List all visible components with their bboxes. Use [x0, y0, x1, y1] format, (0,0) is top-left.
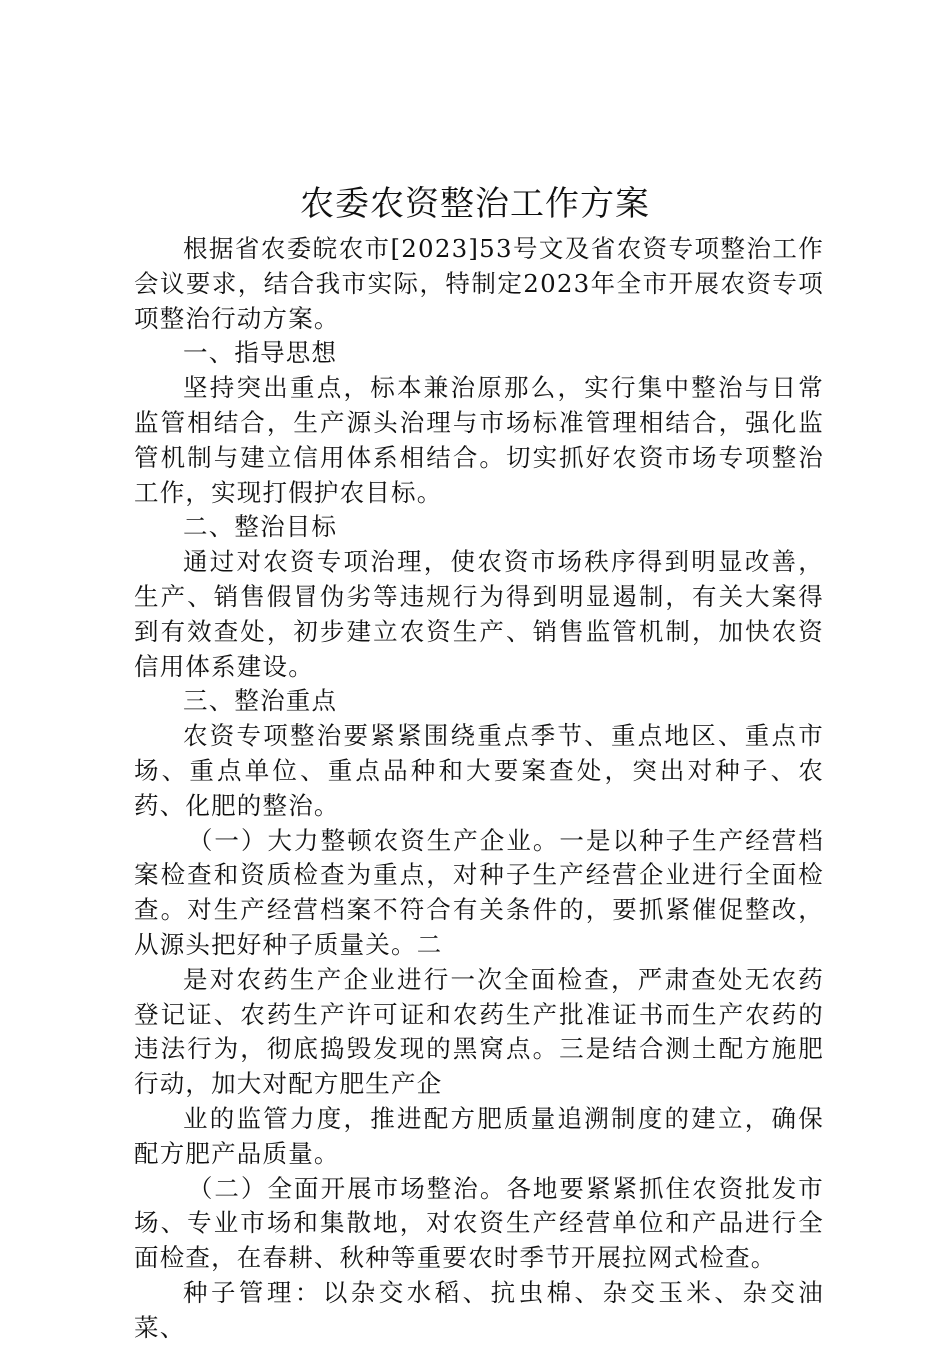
document-body	[134, 232, 824, 1346]
paragraph-section-one-cont: 是对农药生产企业进行一次全面检查，严肃查处无农药登记证、农药生产许可证和农药生产批准证书而生产农药的违法行为，彻底捣毁发现的黑窝点。三是结合测土配方施肥行动，加大对配方肥生产企	[134, 964, 824, 1099]
heading-remediation-goals: 二、整治目标	[183, 512, 338, 542]
document-title: 农委农资整治工作方案	[300, 184, 650, 224]
paragraph-guiding-ideology: 坚持突出重点，标本兼治原那么，实行集中整治与日常监管相结合，生产源头治理与市场标准管理相结合，强化监管机制与建立信用体系相结合。切实抓好农资市场专项整治工作，实现打假护农目标。	[134, 373, 824, 507]
heading-remediation-focus: 三、整治重点	[183, 686, 338, 716]
paragraph-remediation-goals: 通过对农资专项治理，使农资市场秩序得到明显改善，生产、销售假冒伪劣等违规行为得到明显遏制，有关大案得到有效查处，初步建立农资生产、销售监管机制，加快农资信用体系建设。	[134, 547, 824, 681]
heading-guiding-ideology: 一、指导思想	[183, 338, 338, 368]
paragraph-section-one: （一）大力整顿农资生产企业。一是以种子生产经营档案检查和资质检查为重点，对种子生产经营企业进行全面检查。对生产经营档案不符合有关条件的，要抓紧催促整改，从源头把好种子质量关。二	[134, 825, 824, 959]
paragraph-remediation-focus: 农资专项整治要紧紧围绕重点季节、重点地区、重点市场、重点单位、重点品种和大要案查处，突出对种子、农药、化肥的整治。	[134, 721, 824, 820]
paragraph-intro: 根据省农委皖农市[2023]53号文及省农资专项整治工作会议要求，结合我市实际，特制定2023年全市开展农资专项项整治行动方案。	[134, 234, 824, 333]
paragraph-seed-management: 种子管理：以杂交水稻、抗虫棉、杂交玉米、杂交油菜、	[134, 1277, 824, 1342]
paragraph-section-two: （二）全面开展市场整治。各地要紧紧抓住农资批发市场、专业市场和集散地，对农资生产经营单位和产品进行全面检查，在春耕、秋种等重要农时季节开展拉网式检查。	[134, 1173, 824, 1273]
paragraph-section-one-end: 业的监管力度，推进配方肥质量追溯制度的建立，确保配方肥产品质量。	[134, 1103, 824, 1168]
